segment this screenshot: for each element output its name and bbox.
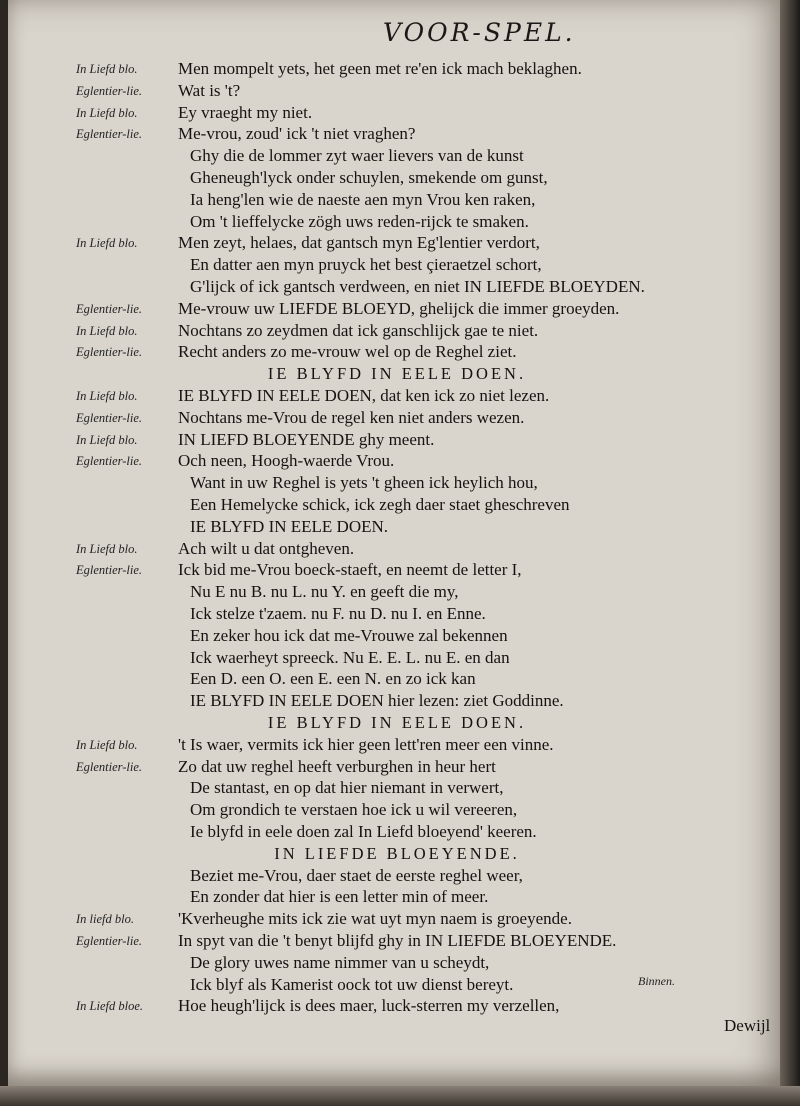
verse-text: Och neen, Hoogh-waerde Vrou. [178, 451, 395, 471]
verse-line [8, 668, 786, 690]
verse-line [8, 647, 786, 669]
verse-line [8, 189, 786, 211]
verse-text: G'lijck of ick gantsch verdween, en niet IN LIEFDE BLOEYDEN. [190, 277, 645, 296]
verse-text: Me-vrouw uw LIEFDE BLOEYD, ghelijck die immer groeyden. [178, 298, 620, 318]
verse-line [8, 843, 786, 865]
book-page [8, 0, 786, 1086]
verse-text: De stantast, en op dat hier niemant in verwert, [190, 778, 504, 798]
speaker-label: In Liefd blo. [76, 541, 138, 556]
verse-text: Ey vraeght my niet. [178, 102, 313, 122]
verse-text: Ach wilt u dat ontgheven. [178, 538, 355, 558]
verse-line [8, 167, 786, 189]
verse-line [8, 298, 786, 320]
verse-line [8, 908, 786, 930]
verse-line [8, 232, 786, 254]
verse-line [8, 625, 786, 647]
verse-text: Nochtans zo zeydmen dat ick ganschlijck gae te niet. [178, 320, 539, 340]
verse-text: Ick stelze t'zaem. nu F. nu D. nu I. en Enne. [190, 604, 486, 623]
speaker-label: Eglentier-lie. [76, 345, 143, 360]
speaker-label: In Liefd blo. [76, 323, 138, 338]
speaker-label: Eglentier-lie. [76, 454, 143, 469]
verse-line [8, 145, 786, 167]
verse-line [8, 407, 786, 429]
verse-text: Wat is 't? [178, 80, 241, 100]
verse-line [8, 494, 786, 516]
verse-line [8, 123, 786, 145]
speaker-label: Eglentier-lie. [76, 934, 143, 948]
verse-line [8, 886, 786, 908]
verse-line [8, 363, 786, 385]
speaker-label: In Liefd blo. [76, 432, 138, 447]
verse-line [8, 603, 786, 625]
speaker-label: Eglentier-lie. [76, 563, 143, 578]
page-shadow [780, 0, 800, 1106]
verse-text: 'Kverheughe mits ick zie wat uyt myn naem is groeyende. [178, 909, 572, 929]
catchword: Dewijl [724, 1016, 771, 1035]
verse-text: Om 't lieffelycke zögh uws reden-rijck te smaken. [190, 211, 529, 231]
running-header: VOOR-SPEL. [383, 18, 576, 47]
verse-text: Want in uw Reghel is yets 't gheen ick heylich hou, [190, 473, 538, 493]
verse-text: Een D. een O. een E. een N. en zo ick kan [190, 669, 476, 689]
verse-text: IE BLYFD IN EELE DOEN, dat ken ick zo niet lezen. [178, 386, 550, 405]
verse-line [8, 559, 786, 581]
verse-text: IE BLYFD IN EELE DOEN. [190, 516, 389, 536]
verse-line [8, 581, 786, 603]
verse-line [8, 690, 786, 712]
verse-line [8, 80, 786, 102]
verse-text: En datter aen myn pruyck het best çieraetzel schort, [190, 255, 542, 275]
verse-line [8, 341, 786, 363]
verse-text: Ghy die de lommer zyt waer lievers van de kunst [190, 146, 524, 166]
stage-direction: Binnen. [638, 974, 675, 988]
verse-line [8, 799, 786, 821]
verse-line [8, 450, 786, 472]
verse-line [8, 472, 786, 494]
verse-text: In spyt van die 't benyt blijfd ghy in IN LIEFDE BLOEYENDE. [178, 931, 617, 950]
speaker-label: Eglentier-lie. [76, 83, 143, 98]
verse-text: Me-vrou, zoud' ick 't niet vraghen? [178, 124, 416, 144]
verse-line [8, 254, 786, 276]
verse-text: Recht anders zo me-vrouw wel op de Reghel ziet. [178, 342, 517, 362]
verse-text: Ick blyf als Kamerist oock tot uw dienst bereyt. [190, 974, 514, 994]
centered-motto: IE BLYFD IN EELE DOEN. [267, 364, 527, 384]
verse-text: Beziet me-Vrou, daer staet de eerste reghel weer, [190, 865, 523, 885]
page-bottom-edge [0, 1086, 800, 1106]
verse-text: Zo dat uw reghel heeft verburghen in heur hert [178, 756, 496, 776]
speaker-label: In liefd blo. [76, 912, 134, 927]
verse-text: Ia heng'len wie de naeste aen myn Vrou ken raken, [190, 189, 536, 209]
verse-text: Ick waerheyt spreeck. Nu E. E. L. nu E. en dan [190, 647, 510, 667]
verse-line [8, 712, 786, 734]
verse-line [8, 952, 786, 974]
verse-text: Nochtans me-Vrou de regel ken niet anders wezen. [178, 407, 525, 427]
verse-line [8, 276, 786, 298]
verse-text: Gheneugh'lyck onder schuylen, smekende om gunst, [190, 168, 548, 187]
centered-motto: IE BLYFD IN EELE DOEN. [267, 713, 527, 732]
speaker-label: In Liefd blo. [76, 62, 138, 76]
verse-text: 't Is waer, vermits ick hier geen lett'ren meer een vinne. [178, 734, 554, 754]
verse-text: De glory uwes name nimmer van u scheydt, [190, 952, 490, 972]
verse-line [8, 538, 786, 560]
verse-text: IN LIEFD BLOEYENDE ghy meent. [178, 429, 435, 449]
verse-line [8, 756, 786, 778]
verse-text: IE BLYFD IN EELE DOEN hier lezen: ziet Goddinne. [190, 691, 564, 711]
verse-text: Een Hemelycke schick, ick zegh daer staet gheschreven [190, 495, 570, 514]
speaker-label: Eglentier-lie. [76, 410, 143, 425]
verse-text: Men mompelt yets, het geen met re'en ick mach beklaghen. [178, 59, 582, 78]
verse-text: En zeker hou ick dat me-Vrouwe zal bekennen [190, 625, 508, 645]
centered-motto: IN LIEFDE BLOEYENDE. [274, 843, 520, 863]
verse-line [8, 385, 786, 407]
speaker-label: Eglentier-lie. [76, 301, 143, 316]
speaker-label: In Liefd blo. [76, 236, 138, 251]
verse-line [8, 734, 786, 756]
verse-line [8, 995, 786, 1017]
verse-text: Ie blyfd in eele doen zal In Liefd bloeyend' keeren. [190, 822, 537, 841]
speaker-label: In Liefd blo. [76, 737, 138, 752]
verse-line [8, 777, 786, 799]
verse-text: Hoe heugh'lijck is dees maer, luck-sterren my verzellen, [178, 996, 560, 1016]
verse-text: En zonder dat hier is een letter min of meer. [190, 887, 489, 907]
verse-line [8, 516, 786, 538]
verse-line [8, 865, 786, 887]
speaker-label: In Liefd blo. [76, 105, 138, 120]
verse-line [8, 58, 786, 80]
verse-line [8, 821, 786, 843]
verse-line [8, 211, 786, 233]
verse-line [8, 429, 786, 451]
verse-line [8, 930, 786, 952]
verse-text: Men zeyt, helaes, dat gantsch myn Eg'lentier verdort, [178, 233, 540, 253]
verse-line [8, 320, 786, 342]
verse-line [8, 102, 786, 124]
verse-text: Ick bid me-Vrou boeck-staeft, en neemt de letter I, [178, 560, 522, 580]
speaker-label: Eglentier-lie. [76, 127, 143, 142]
verse-text: Om grondich te verstaen hoe ick u wil vereeren, [190, 800, 518, 820]
speaker-label: Eglentier-lie. [76, 759, 143, 774]
speaker-label: In Liefd bloe. [76, 999, 144, 1014]
speaker-label: In Liefd blo. [76, 389, 138, 403]
verse-text: Nu E nu B. nu L. nu Y. en geeft die my, [190, 582, 459, 602]
